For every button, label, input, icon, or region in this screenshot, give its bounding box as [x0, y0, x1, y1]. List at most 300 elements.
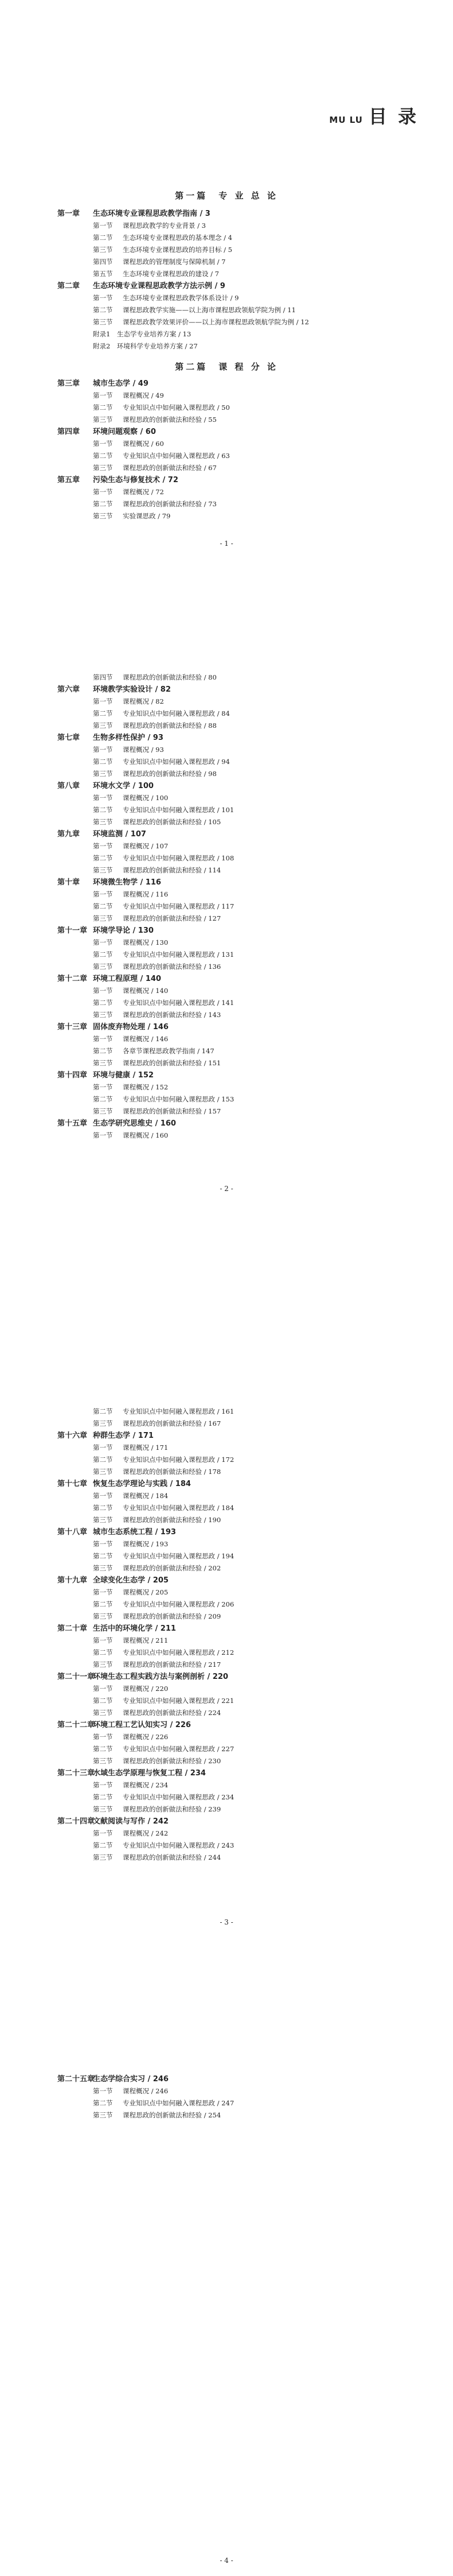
toc-number: 第二十四章 [57, 1817, 95, 1826]
toc-title: 专业知识点中如何融入课程思政 / 206 [123, 1600, 235, 1608]
toc-page-4 [0, 1932, 453, 2576]
toc-number: 第十五章 [57, 1119, 88, 1128]
toc-section [57, 744, 413, 756]
toc-title: 环境学导论 / 130 [93, 926, 154, 935]
page-number: - 4 - [220, 2556, 233, 2565]
toc-title: 课程概况 / 49 [123, 391, 164, 399]
toc-title: 课程思政的创新做法和经验 / 217 [123, 1661, 221, 1669]
toc-list [57, 672, 413, 1142]
toc-number: 第二节 [93, 1504, 113, 1512]
toc-title: 环境工程原理 / 140 [93, 975, 161, 983]
toc-number: 第十三章 [57, 1023, 88, 1031]
toc-number: 第三节 [93, 1059, 113, 1067]
toc-title: 课程思政的创新做法和经验 / 244 [123, 1853, 221, 1861]
toc-section [57, 961, 413, 973]
toc-section [57, 840, 413, 852]
toc-title: 课程思政的创新做法和经验 / 98 [123, 770, 217, 778]
toc-section [57, 232, 413, 244]
toc-title: 课程概况 / 72 [123, 488, 164, 496]
toc-section [57, 1406, 413, 1418]
toc-chapter [57, 426, 413, 438]
toc-number: 第一节 [93, 1540, 113, 1548]
toc-number: 第五节 [93, 270, 113, 278]
toc-number: 第二节 [93, 951, 113, 959]
toc-section [57, 901, 413, 913]
toc-chapter [57, 828, 413, 840]
toc-number: 第二节 [93, 854, 113, 862]
toc-title: 专业知识点中如何融入课程思政 / 227 [123, 1745, 235, 1753]
toc-title: 种群生态学 / 171 [93, 1431, 154, 1440]
toc-title: 课程思政教学实施——以上海市课程思政领航学院为例 / 11 [123, 306, 296, 314]
toc-header [329, 102, 419, 129]
toc-section [57, 414, 413, 426]
toc-section [57, 804, 413, 816]
toc-title: 课程概况 / 234 [123, 1781, 169, 1789]
toc-number: 第二十章 [57, 1624, 88, 1633]
toc-number: 第十七章 [57, 1480, 88, 1488]
toc-section [57, 720, 413, 732]
toc-title: 课程概况 / 140 [123, 987, 169, 995]
toc-section [57, 672, 413, 684]
toc-number: 第三节 [93, 1564, 113, 1572]
toc-section [57, 1731, 413, 1743]
toc-title: 专业知识点中如何融入课程思政 / 101 [123, 806, 235, 814]
toc-number: 第十九章 [57, 1576, 88, 1585]
toc-title: 课程思政的创新做法和经验 / 88 [123, 721, 217, 730]
toc-section [57, 1033, 413, 1045]
toc-number: 第一节 [93, 1444, 113, 1452]
toc-number: 第三节 [93, 464, 113, 472]
toc-section [57, 1707, 413, 1719]
toc-title: 生态学综合实习 / 246 [93, 2075, 169, 2084]
toc-number: 第二节 [93, 1745, 113, 1753]
toc-chapter [57, 1069, 413, 1081]
toc-title: 专业知识点中如何融入课程思政 / 117 [123, 902, 235, 910]
toc-title: 专业知识点中如何融入课程思政 / 194 [123, 1552, 235, 1560]
toc-number: 第三节 [93, 1661, 113, 1669]
toc-title: 生态环境专业课程思政教学指南 / 3 [93, 210, 210, 218]
toc-number: 第三节 [93, 818, 113, 826]
toc-section [57, 949, 413, 961]
toc-chapter [57, 280, 413, 292]
toc-section [57, 292, 413, 304]
toc-title: 专业知识点中如何融入课程思政 / 141 [123, 999, 235, 1007]
toc-title: 课程概况 / 242 [123, 1829, 169, 1837]
toc-title: 课程概况 / 100 [123, 794, 169, 802]
toc-title: 环境教学实验设计 / 82 [93, 685, 171, 694]
toc-section [57, 2097, 413, 2109]
toc-title: 文献阅读与写作 / 242 [93, 1817, 169, 1826]
toc-title: 城市生态学 / 49 [93, 379, 149, 388]
toc-section [57, 1009, 413, 1021]
toc-chapter [57, 1623, 413, 1635]
toc-section [57, 864, 413, 876]
toc-title: 专业知识点中如何融入课程思政 / 247 [123, 2099, 235, 2107]
toc-number: 第三节 [93, 1853, 113, 1861]
toc-title: 专业知识点中如何融入课程思政 / 94 [123, 758, 230, 766]
toc-section [57, 756, 413, 768]
toc-section [57, 1093, 413, 1105]
toc-title: 固体废弃物处理 / 146 [93, 1023, 169, 1031]
toc-title: 生态环境专业课程思政教学方法示例 / 9 [93, 282, 225, 290]
part-title: 第二篇 课 程 分 论 [175, 362, 278, 372]
toc-number: 第二节 [93, 1407, 113, 1415]
toc-title: 课程概况 / 107 [123, 842, 169, 850]
toc-title: 课程思政的创新做法和经验 / 67 [123, 464, 217, 472]
toc-title: 专业知识点中如何融入课程思政 / 161 [123, 1407, 235, 1415]
toc-number: 第二节 [93, 2099, 113, 2107]
toc-number: 第三节 [93, 246, 113, 254]
toc-section [57, 768, 413, 780]
toc-title: 课程思政的创新做法和经验 / 105 [123, 818, 221, 826]
toc-number: 第三节 [93, 1011, 113, 1019]
toc-title: 课程思政的管理制度与保障机制 / 7 [123, 258, 226, 266]
toc-title: 环境与健康 / 152 [93, 1071, 154, 1080]
toc-number: 第二节 [93, 1047, 113, 1055]
toc-title: 课程思政的创新做法和经验 / 224 [123, 1709, 221, 1717]
toc-chapter [57, 973, 413, 985]
toc-number: 第一节 [93, 294, 113, 302]
toc-section [57, 256, 413, 268]
toc-section [57, 220, 413, 232]
toc-list [57, 2073, 413, 2121]
header-en: MU LU [329, 115, 363, 125]
toc-section [57, 316, 413, 328]
toc-chapter [57, 780, 413, 792]
toc-title: 生态学研究思维史 / 160 [93, 1119, 176, 1128]
toc-number: 第二节 [93, 1600, 113, 1608]
toc-section [57, 1586, 413, 1599]
toc-number: 第三节 [93, 416, 113, 424]
toc-section [57, 244, 413, 256]
toc-number: 第四节 [93, 258, 113, 266]
toc-title: 专业知识点中如何融入课程思政 / 63 [123, 452, 230, 460]
toc-list [57, 378, 413, 522]
toc-title: 课程思政的创新做法和经验 / 151 [123, 1059, 221, 1067]
toc-number: 第二节 [93, 1648, 113, 1656]
toc-number: 第六章 [57, 685, 80, 694]
toc-section [57, 1502, 413, 1514]
toc-number: 第一节 [93, 1035, 113, 1043]
toc-number: 第一节 [93, 987, 113, 995]
toc-section [57, 1695, 413, 1707]
toc-title: 课程思政的创新做法和经验 / 230 [123, 1757, 221, 1765]
toc-number: 第二十五章 [57, 2075, 95, 2084]
toc-section [57, 1611, 413, 1623]
toc-title: 课程概况 / 211 [123, 1636, 169, 1644]
toc-title: 课程概况 / 193 [123, 1540, 169, 1548]
toc-title: 环境问题观察 / 60 [93, 428, 156, 436]
toc-title: 生活中的环境化学 / 211 [93, 1624, 176, 1633]
toc-title: 水域生态学原理与恢复工程 / 234 [93, 1769, 206, 1778]
toc-title: 生态环境专业课程思政的培养目标 / 5 [123, 246, 233, 254]
toc-number: 第三节 [93, 1612, 113, 1620]
toc-number: 第二节 [93, 452, 113, 460]
toc-number: 第二节 [93, 902, 113, 910]
toc-chapter [57, 1478, 413, 1490]
toc-title: 课程概况 / 246 [123, 2087, 169, 2095]
toc-title: 课程概况 / 146 [123, 1035, 169, 1043]
toc-section [57, 1130, 413, 1142]
toc-number: 第二节 [93, 1793, 113, 1801]
toc-section [57, 1490, 413, 1502]
toc-section [57, 1105, 413, 1118]
toc-chapter [57, 208, 413, 220]
toc-appendix [57, 328, 413, 340]
toc-number: 第三节 [93, 1468, 113, 1476]
toc-title: 课程思政的创新做法和经验 / 73 [123, 500, 217, 508]
toc-title: 生态环境专业课程思政教学体系设计 / 9 [123, 294, 239, 302]
toc-title: 课程思政教学效果评价——以上海市课程思政领航学院为例 / 12 [123, 318, 309, 326]
toc-title: 课程思政的创新做法和经验 / 209 [123, 1612, 221, 1620]
toc-title: 课程思政的创新做法和经验 / 202 [123, 1564, 221, 1572]
toc-title: 专业知识点中如何融入课程思政 / 221 [123, 1697, 235, 1705]
toc-number: 第一节 [93, 488, 113, 496]
toc-section [57, 1683, 413, 1695]
toc-number: 第一节 [93, 1829, 113, 1837]
header-zh: 目 录 [368, 106, 419, 127]
toc-title: 课程概况 / 152 [123, 1083, 169, 1091]
toc-title: 课程概况 / 205 [123, 1588, 169, 1596]
toc-number: 第三节 [93, 1757, 113, 1765]
toc-title: 专业知识点中如何融入课程思政 / 172 [123, 1456, 235, 1464]
toc-section [57, 852, 413, 864]
toc-section [57, 1755, 413, 1767]
toc-section [57, 889, 413, 901]
toc-title: 全球变化生态学 / 205 [93, 1576, 169, 1585]
toc-section [57, 1550, 413, 1562]
part-title: 第一篇 专 业 总 论 [175, 191, 278, 201]
toc-title: 课程思政的创新做法和经验 / 157 [123, 1107, 221, 1115]
toc-number: 第三节 [93, 318, 113, 326]
toc-number: 第三节 [93, 1516, 113, 1524]
toc-title: 课程概况 / 93 [123, 746, 164, 754]
toc-number: 第十章 [57, 878, 80, 887]
toc-section [57, 696, 413, 708]
toc-number: 第二节 [93, 758, 113, 766]
toc-number: 第一节 [93, 794, 113, 802]
toc-number: 第三节 [93, 1805, 113, 1813]
toc-title: 课程思政教学的专业背景 / 3 [123, 222, 206, 230]
toc-section [57, 792, 413, 804]
toc-number: 第一节 [93, 1083, 113, 1091]
toc-number: 第二章 [57, 282, 80, 290]
toc-title: 恢复生态学理论与实践 / 184 [93, 1480, 191, 1488]
toc-title: 城市生态系统工程 / 193 [93, 1528, 176, 1537]
toc-number: 第十四章 [57, 1071, 88, 1080]
toc-number: 第三节 [93, 866, 113, 874]
toc-section [57, 1791, 413, 1803]
toc-number: 第三节 [93, 1419, 113, 1427]
toc-section [57, 1659, 413, 1671]
toc-section [57, 1538, 413, 1550]
toc-title: 课程思政的创新做法和经验 / 178 [123, 1468, 221, 1476]
toc-chapter [57, 1671, 413, 1683]
toc-chapter [57, 2073, 413, 2085]
toc-chapter [57, 1815, 413, 1828]
toc-section [57, 1635, 413, 1647]
toc-number: 第二节 [93, 709, 113, 717]
toc-section [57, 1081, 413, 1093]
toc-number: 第七章 [57, 734, 80, 742]
toc-number: 第一节 [93, 746, 113, 754]
toc-number: 第一节 [93, 842, 113, 850]
toc-chapter [57, 474, 413, 486]
toc-number: 第二节 [93, 1841, 113, 1849]
toc-number: 第二节 [93, 1552, 113, 1560]
toc-number: 第一节 [93, 391, 113, 399]
toc-section [57, 462, 413, 474]
toc-title: 污染生态与修复技术 / 72 [93, 476, 178, 484]
toc-chapter [57, 1118, 413, 1130]
toc-number: 第一节 [93, 938, 113, 946]
toc-title: 课程思政的创新做法和经验 / 80 [123, 673, 217, 681]
toc-section [57, 1466, 413, 1478]
toc-number: 第一节 [93, 2087, 113, 2095]
toc-number: 第一节 [93, 1733, 113, 1741]
toc-number: 第一节 [93, 890, 113, 898]
toc-number: 第四节 [93, 673, 113, 681]
toc-section [57, 486, 413, 498]
toc-section [57, 2085, 413, 2097]
toc-chapter [57, 684, 413, 696]
toc-section [57, 997, 413, 1009]
toc-page-3 [0, 1288, 453, 1932]
toc-chapter [57, 732, 413, 744]
toc-number: 第五章 [57, 476, 80, 484]
toc-title: 实验课思政 / 79 [123, 512, 171, 520]
toc-title: 生态环境专业课程思政的基本理念 / 4 [123, 234, 233, 242]
toc-title: 环境微生物学 / 116 [93, 878, 161, 887]
toc-number: 第二节 [93, 806, 113, 814]
toc-number: 第一章 [57, 210, 80, 218]
toc-number: 第二十二章 [57, 1721, 95, 1729]
toc-title: 课程概况 / 171 [123, 1444, 169, 1452]
toc-number: 第一节 [93, 1131, 113, 1139]
toc-chapter [57, 1526, 413, 1538]
toc-title: 专业知识点中如何融入课程思政 / 234 [123, 1793, 235, 1801]
toc-number: 第三节 [93, 770, 113, 778]
toc-title: 课程思政的创新做法和经验 / 190 [123, 1516, 221, 1524]
toc-title: 专业知识点中如何融入课程思政 / 243 [123, 1841, 235, 1849]
toc-number: 第一节 [93, 1492, 113, 1500]
toc-number: 第三节 [93, 1107, 113, 1115]
toc-section [57, 390, 413, 402]
toc-section [57, 498, 413, 510]
toc-title: 各章节课程思政教学指南 / 147 [123, 1047, 214, 1055]
toc-section [57, 450, 413, 462]
toc-number: 第十二章 [57, 975, 88, 983]
toc-number: 第二节 [93, 306, 113, 314]
toc-title: 课程思政的创新做法和经验 / 114 [123, 866, 221, 874]
toc-number: 第一节 [93, 697, 113, 705]
toc-title: 专业知识点中如何融入课程思政 / 50 [123, 404, 230, 412]
toc-title: 课程概况 / 226 [123, 1733, 169, 1741]
toc-section [57, 1442, 413, 1454]
toc-title: 专业知识点中如何融入课程思政 / 184 [123, 1504, 235, 1512]
toc-section [57, 708, 413, 720]
toc-title: 环境生态工程实践方法与案例剖析 / 220 [93, 1673, 228, 1681]
toc-chapter [57, 925, 413, 937]
toc-section [57, 1599, 413, 1611]
toc-title: 附录1 生态学专业培养方案 / 13 [93, 330, 192, 338]
toc-section [57, 913, 413, 925]
toc-title: 课程思政的创新做法和经验 / 239 [123, 1805, 221, 1813]
toc-number: 第九章 [57, 830, 80, 839]
toc-chapter [57, 1430, 413, 1442]
toc-section [57, 268, 413, 280]
toc-number: 第三节 [93, 2111, 113, 2119]
toc-section [57, 1514, 413, 1526]
toc-section [57, 1840, 413, 1852]
toc-title: 课程概况 / 184 [123, 1492, 169, 1500]
toc-title: 环境水文学 / 100 [93, 782, 154, 790]
toc-number: 第二节 [93, 999, 113, 1007]
toc-chapter [57, 1719, 413, 1731]
toc-title: 课程思政的创新做法和经验 / 143 [123, 1011, 221, 1019]
toc-section [57, 1562, 413, 1574]
toc-section [57, 1454, 413, 1466]
toc-number: 第二节 [93, 234, 113, 242]
toc-chapter [57, 1021, 413, 1033]
toc-section [57, 304, 413, 316]
toc-page-1 [0, 0, 453, 644]
toc-number: 第三节 [93, 914, 113, 922]
toc-title: 生态环境专业课程思政的建设 / 7 [123, 270, 220, 278]
toc-section [57, 816, 413, 828]
toc-title: 课程概况 / 60 [123, 440, 164, 448]
toc-list [57, 1406, 413, 1864]
toc-number: 第十八章 [57, 1528, 88, 1537]
toc-number: 第三节 [93, 512, 113, 520]
toc-number: 第一节 [93, 1685, 113, 1693]
toc-title: 课程思政的创新做法和经验 / 254 [123, 2111, 221, 2119]
toc-section [57, 1647, 413, 1659]
toc-title: 专业知识点中如何融入课程思政 / 212 [123, 1648, 235, 1656]
toc-title: 专业知识点中如何融入课程思政 / 131 [123, 951, 235, 959]
toc-title: 附录2 环境科学专业培养方案 / 27 [93, 342, 198, 350]
toc-number: 第一节 [93, 1781, 113, 1789]
toc-section [57, 1045, 413, 1057]
toc-number: 第二十三章 [57, 1769, 95, 1778]
toc-number: 第三节 [93, 721, 113, 730]
toc-section [57, 1057, 413, 1069]
toc-title: 专业知识点中如何融入课程思政 / 108 [123, 854, 235, 862]
toc-number: 第十一章 [57, 926, 88, 935]
toc-section [57, 1803, 413, 1815]
toc-title: 环境工程工艺认知实习 / 226 [93, 1721, 191, 1729]
toc-page-2 [0, 644, 453, 1288]
toc-section [57, 438, 413, 450]
toc-section [57, 1418, 413, 1430]
toc-number: 第二节 [93, 1095, 113, 1103]
page-number: - 3 - [220, 1918, 233, 1926]
toc-number: 第三节 [93, 1709, 113, 1717]
toc-title: 课程思政的创新做法和经验 / 136 [123, 963, 221, 971]
page-number: - 1 - [220, 540, 233, 548]
toc-title: 课程思政的创新做法和经验 / 127 [123, 914, 221, 922]
toc-section [57, 1828, 413, 1840]
toc-section [57, 402, 413, 414]
toc-appendix [57, 340, 413, 352]
toc-number: 第十六章 [57, 1431, 88, 1440]
toc-section [57, 1852, 413, 1864]
toc-title: 课程概况 / 130 [123, 938, 169, 946]
toc-number: 第八章 [57, 782, 80, 790]
toc-number: 第一节 [93, 222, 113, 230]
toc-chapter [57, 1574, 413, 1586]
toc-chapter [57, 1767, 413, 1779]
